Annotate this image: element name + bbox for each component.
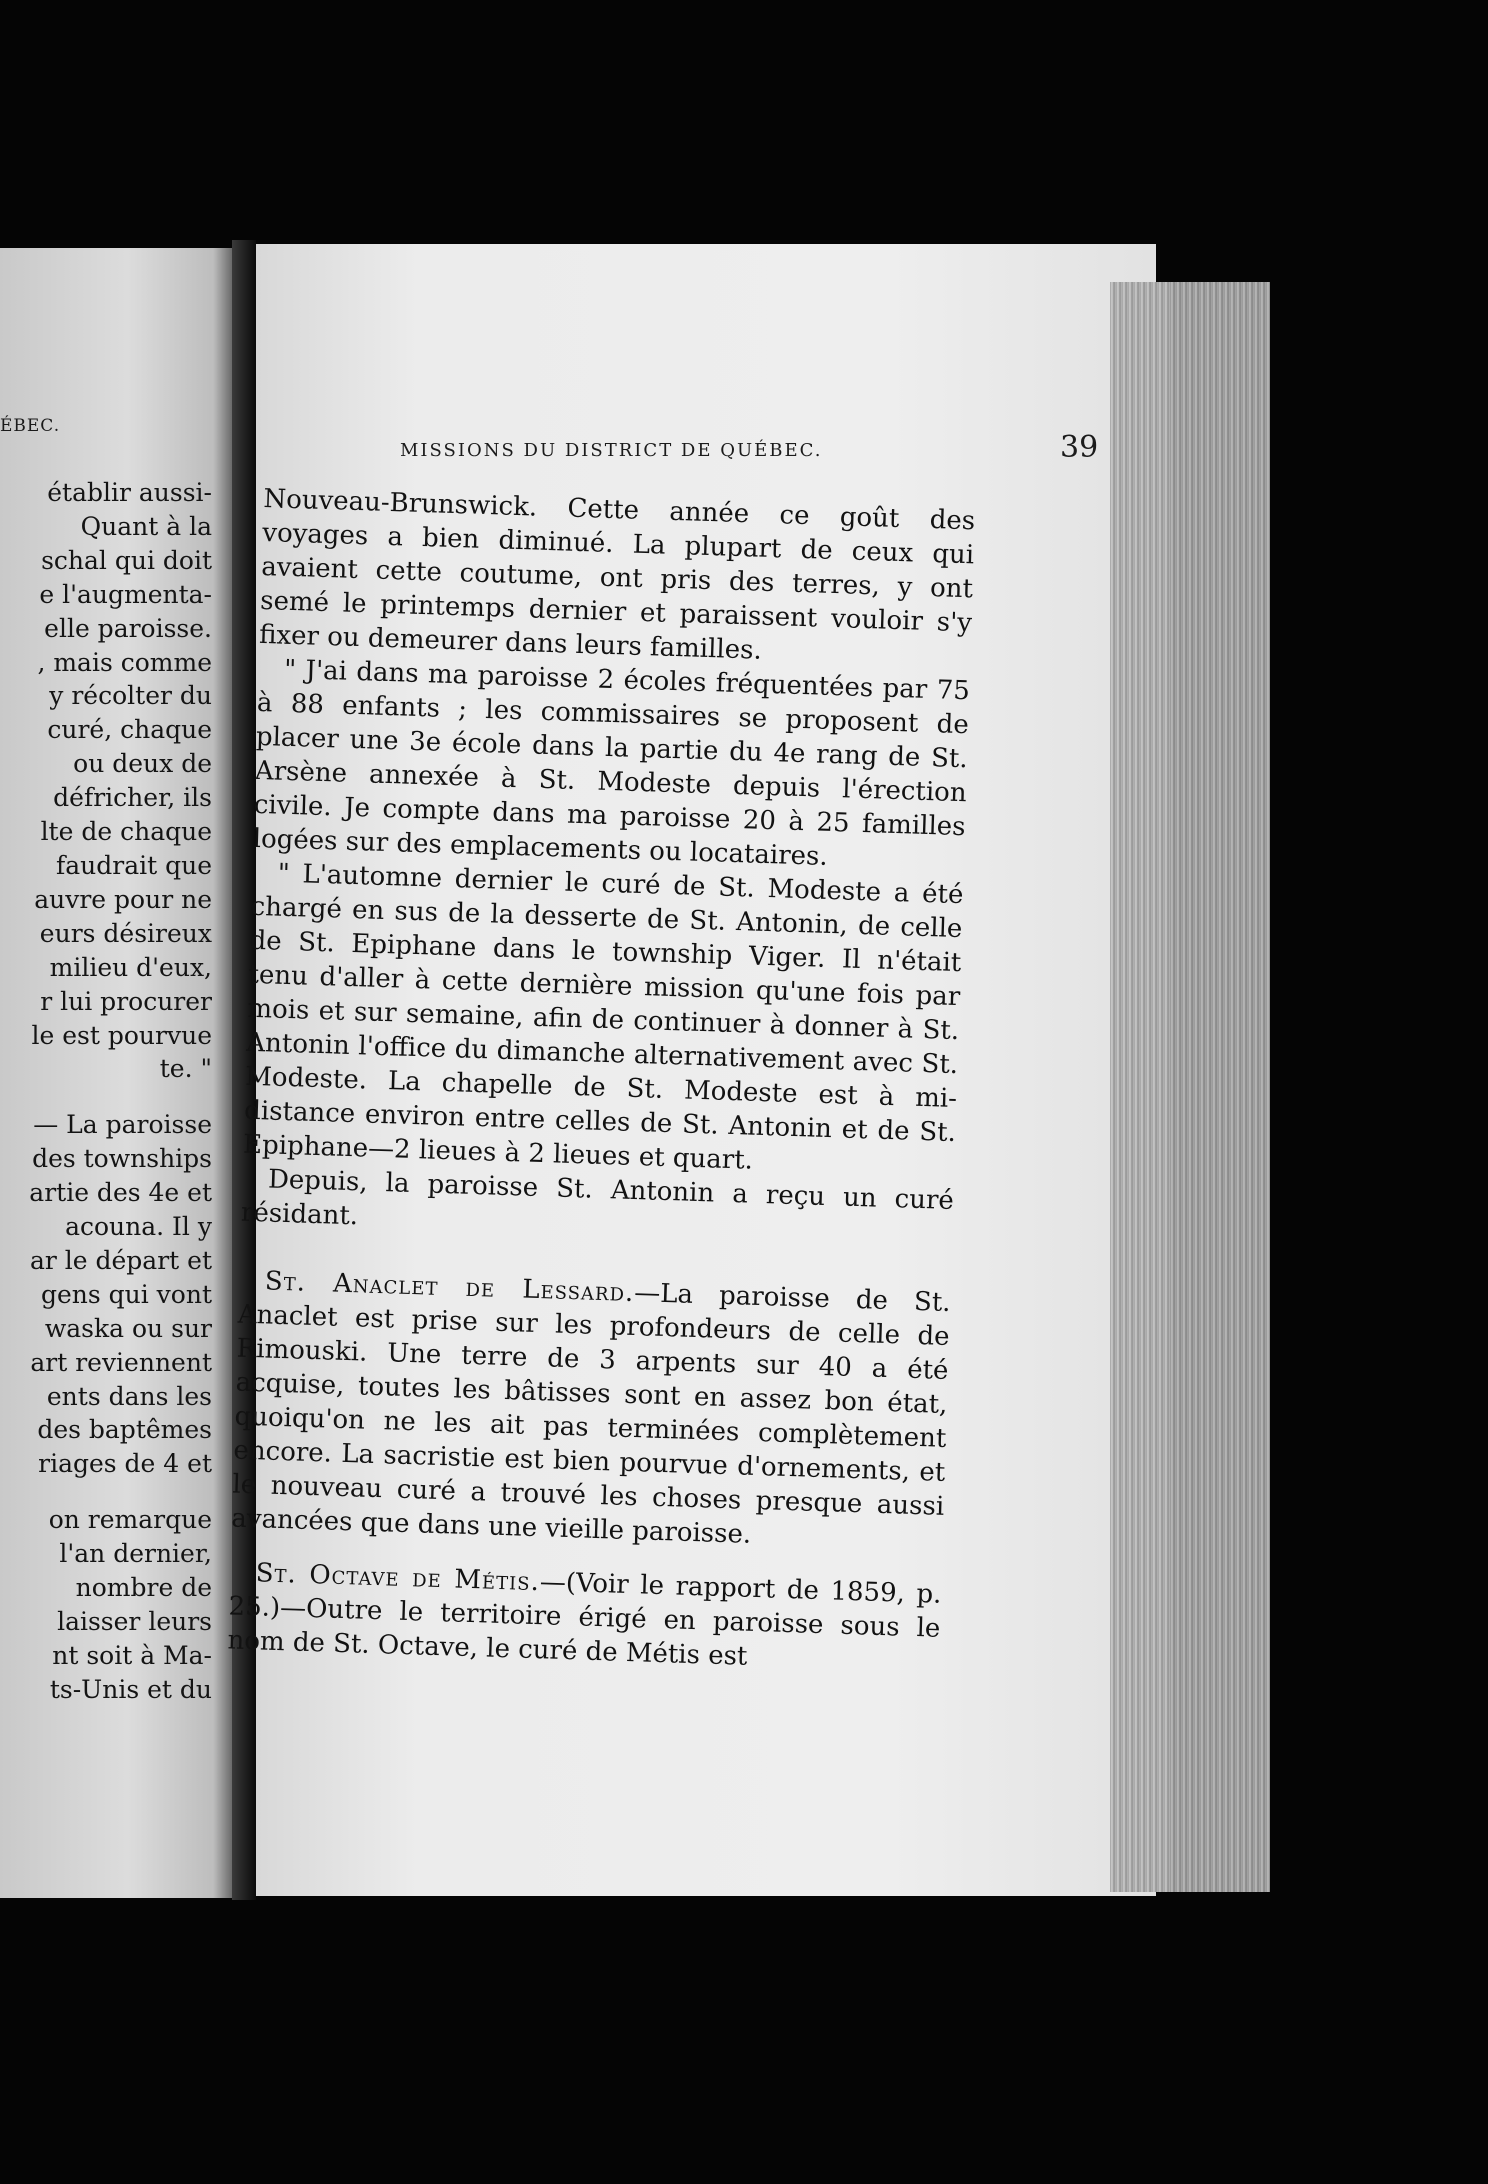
left-text-line: auvre pour ne [34, 884, 212, 914]
left-running-head: ÉBEC. [0, 416, 61, 436]
left-text-line: , mais comme [37, 647, 212, 677]
left-text-line: art reviennent [30, 1347, 212, 1377]
left-text-line: des townships [32, 1144, 212, 1174]
section-text: —(Voir le rapport de 1859, p. 25.)—Outre le territoire érigé en paroisse sous le nom de St. Octave, le curé de Métis est [227, 1567, 942, 1672]
book-fore-edge [1110, 282, 1270, 1892]
left-text-line: on remarque [48, 1505, 212, 1535]
left-text-line: établir aussi- [47, 478, 212, 507]
left-text-line: artie des 4e et [29, 1178, 212, 1208]
page-body [227, 482, 976, 1680]
left-text-line: faudrait que [55, 850, 212, 880]
left-text-line: nt soit à Ma- [52, 1640, 212, 1670]
left-text-line: lte de chaque [40, 817, 212, 847]
left-text-line: elle paroisse. [44, 613, 212, 643]
section-st-anaclet [231, 1264, 951, 1558]
left-text-line: ou deux de [73, 749, 212, 779]
paragraph-4: Depuis, la paroisse St. Antonin a reçu un curé résidant. [240, 1164, 955, 1232]
left-page [0, 248, 232, 1898]
left-text-line: acouna. Il y [65, 1212, 212, 1242]
left-text-line: ents dans les [46, 1381, 212, 1411]
section-st-octave [227, 1555, 942, 1679]
section-heading: St. Anaclet de Lessard. [264, 1266, 635, 1309]
left-text-line: le est pourvue [31, 1020, 212, 1050]
left-text-line: waska ou sur [44, 1313, 212, 1343]
left-text-line: y récolter du [49, 681, 212, 711]
left-text-line: riages de 4 et [38, 1449, 212, 1479]
left-text-line: nombre de [75, 1573, 212, 1603]
paragraph-3: " L'automne dernier le curé de St. Modeste a été chargé en sus de la desserte de St. Antonin, de celle de St. Epiphane dans le township Viger. Il n'était tenu d'aller à cette dernière mission qu'une fois par mois et sur semaine, afin de continuer à donner à St. Antonin l'office du dimanche alternativement avec St. Modeste. La chapelle de St. Modeste est à mi-distance environ entre celles de St. Antonin et de St. Epiphane—2 lieues à 2 lieues et quart. [242, 858, 964, 1176]
left-text-line: te. " [159, 1054, 212, 1084]
left-page-text [0, 476, 212, 1707]
left-text-line: curé, chaque [47, 715, 212, 745]
section-text: —La paroisse de St. Anaclet est prise sur les profondeurs de celle de Rimouski. Une terre de 3 arpents sur 40 a été acquise, toutes les bâtisses sont en assez bon état, quoiqu'on ne les ait pas terminées complètement encore. La sacristie est bien pourvue d'ornements, et le nouveau curé a trouvé les choses presque aussi avancées que dans une vieille paroisse. [230, 1278, 952, 1550]
left-text-line: des baptêmes [37, 1415, 212, 1445]
running-head-title: MISSIONS DU DISTRICT DE QUÉBEC. [400, 440, 823, 461]
left-text-line: laisser leurs [57, 1607, 212, 1636]
left-line-gap [0, 1481, 212, 1503]
left-text-line: e l'augmenta- [39, 579, 212, 609]
left-text-line: l'an dernier, [59, 1539, 212, 1569]
left-line-gap [0, 1086, 212, 1108]
left-text-line: ar le départ et [29, 1245, 212, 1275]
page-number: 39 [1060, 430, 1099, 465]
right-page [227, 244, 1156, 1896]
left-text-line: r lui procurer [40, 986, 212, 1016]
left-text-line: — La paroisse [33, 1110, 212, 1140]
left-text-line: milieu d'eux, [49, 952, 212, 982]
left-text-line: gens qui vont [40, 1279, 212, 1309]
left-text-line: schal qui doit [41, 545, 212, 575]
paragraph-2: " J'ai dans ma paroisse 2 écoles fréquentées par 75 à 88 enfants ; les commissaires se proposent de placer une 3e école dans la partie du 4e rang de St. Arsène annexée à St. Modeste depuis l'érection civile. Je compte dans ma paroisse 20 à 25 familles logées sur des emplacements ou locataires. [252, 654, 971, 872]
left-text-line: ts-Unis et du [49, 1674, 212, 1704]
paragraph-1: Nouveau-Brunswick. Cette année ce goût des voyages a bien diminué. La plupart de ceux qui avaient cette coutume, ont pris des terres, y ont semé le printemps dernier et paraissent vouloir s'y fixer ou demeurer dans leurs familles. [258, 483, 976, 666]
left-text-line: défricher, ils [53, 783, 212, 813]
section-heading: St. Octave de Métis. [255, 1558, 541, 1598]
left-text-line: eurs désireux [39, 918, 212, 948]
left-text-line: Quant à la [80, 511, 212, 541]
